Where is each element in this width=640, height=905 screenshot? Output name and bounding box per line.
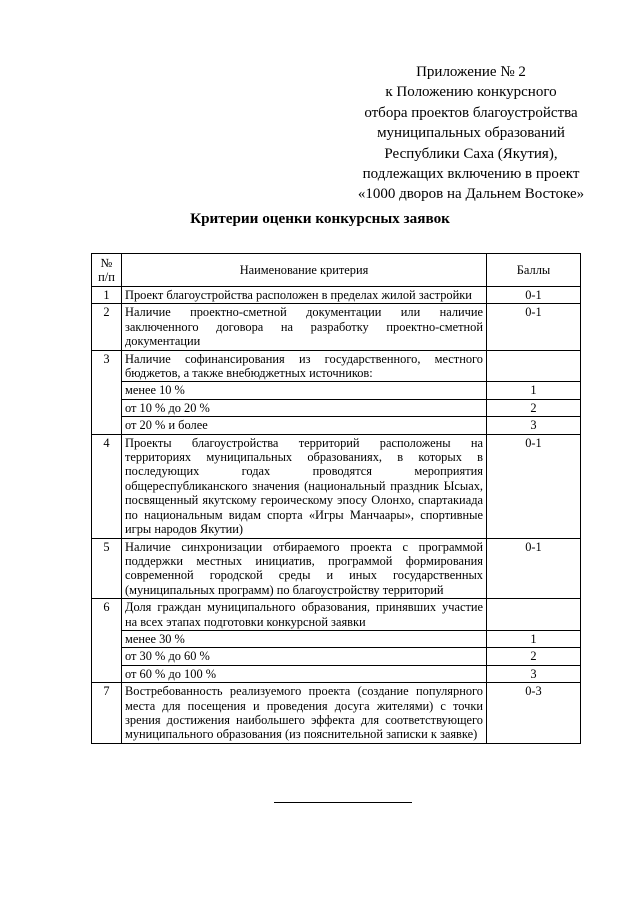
appendix-line: подлежащих включению в проект (362, 166, 580, 183)
criterion-score (487, 599, 581, 631)
criterion-name: Наличие проектно-сметной документации или наличие заключенного договора на разработку проектно-сметной документации (122, 304, 487, 350)
appendix-line: «1000 дворов на Дальнем Востоке» (357, 186, 585, 203)
table-subrow (92, 648, 581, 665)
appendix-line: муниципальных образований (377, 125, 565, 142)
criterion-name: Наличие синхронизации отбираемого проекта с программой поддержки местных инициатив, программой формирования современной городской среды и иных государственных (муниципальных программ) по благоустройству территорий (122, 538, 487, 599)
criterion-name: Проекты благоустройства территорий расположены на территориях муниципальных образованиях, в которых в последующих годах проводятся мероприятия общереспубликанского значения (национальный праздник Ысыах, посвященный якутскому героическому эпосу Олонхо, спартакиада по национальным видам спорта «Игры Манчаары», спортивные игры народов Якутии) (122, 434, 487, 538)
row-number: 6 (92, 599, 122, 683)
subcriterion-score: 3 (487, 417, 581, 434)
table-row (92, 287, 581, 304)
subcriterion-name: от 30 % до 60 % (122, 648, 487, 665)
table-subrow (92, 630, 581, 647)
appendix-line: отбора проектов благоустройства (364, 104, 578, 121)
appendix-line: к Положению конкурсного (385, 84, 557, 101)
header-number-line1: № (100, 256, 113, 270)
criterion-score: 0-3 (487, 683, 581, 744)
subcriterion-name: от 60 % до 100 % (122, 665, 487, 682)
criterion-name: Наличие софинансирования из государственного, местного бюджетов, а также внебюджетных источников: (122, 350, 487, 382)
subcriterion-score: 1 (487, 630, 581, 647)
document-title: Критерии оценки конкурсных заявок (190, 210, 450, 227)
table-subrow (92, 417, 581, 434)
subcriterion-name: от 10 % до 20 % (122, 399, 487, 416)
subcriterion-name: менее 10 % (122, 382, 487, 399)
subcriterion-score: 2 (487, 648, 581, 665)
row-number: 2 (92, 304, 122, 350)
signature-line (274, 802, 412, 803)
criterion-name: Доля граждан муниципального образования, принявших участие на всех этапах подготовки конкурсной заявки (122, 599, 487, 631)
table-subrow (92, 399, 581, 416)
header-number (92, 254, 122, 287)
criterion-score (487, 350, 581, 382)
header-criterion-name: Наименование критерия (122, 254, 487, 287)
row-number: 1 (92, 287, 122, 304)
header-number-line2: п/п (98, 270, 115, 284)
table-header-row (92, 254, 581, 287)
row-number: 4 (92, 434, 122, 538)
criterion-score: 0-1 (487, 434, 581, 538)
table-row (92, 304, 581, 350)
subcriterion-score: 2 (487, 399, 581, 416)
subcriterion-name: от 20 % и более (122, 417, 487, 434)
header-score: Баллы (487, 254, 581, 287)
table-subrow (92, 665, 581, 682)
criterion-score: 0-1 (487, 287, 581, 304)
criterion-score: 0-1 (487, 304, 581, 350)
table-row (92, 683, 581, 744)
subcriterion-name: менее 30 % (122, 630, 487, 647)
table-row (92, 599, 581, 631)
table-row (92, 434, 581, 538)
appendix-header (340, 62, 602, 205)
criterion-score: 0-1 (487, 538, 581, 599)
appendix-line: Приложение № 2 (416, 64, 526, 80)
criterion-name: Проект благоустройства расположен в пределах жилой застройки (122, 287, 487, 304)
table-row (92, 350, 581, 382)
row-number: 5 (92, 538, 122, 599)
row-number: 7 (92, 683, 122, 744)
criteria-table (91, 253, 581, 744)
subcriterion-score: 3 (487, 665, 581, 682)
appendix-line: Республики Саха (Якутия), (384, 145, 558, 162)
subcriterion-score: 1 (487, 382, 581, 399)
table-row (92, 538, 581, 599)
row-number: 3 (92, 350, 122, 434)
criterion-name: Востребованность реализуемого проекта (создание популярного места для посещения и проведения досуга жителями) с точки зрения достижения наибольшего эффекта для соответствующего муниципального образования (из пояснительной записки к заявке) (122, 683, 487, 744)
table-subrow (92, 382, 581, 399)
